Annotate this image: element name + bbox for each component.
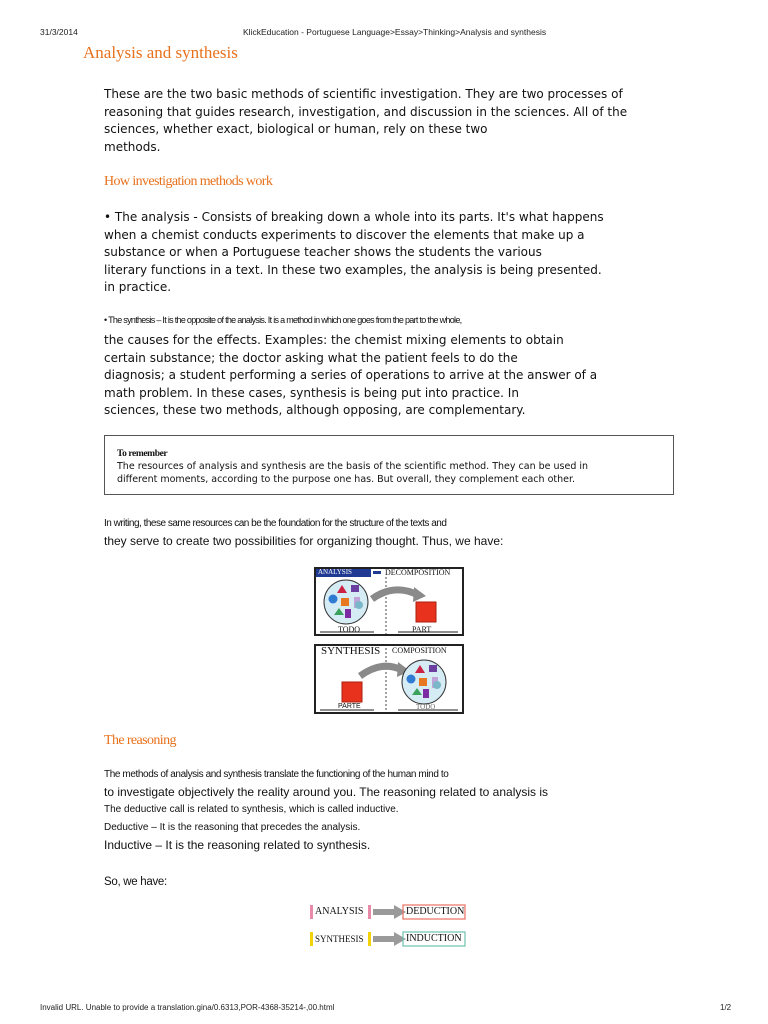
decomposition-label: DECOMPOSITION bbox=[385, 568, 451, 577]
part-label: PARTE bbox=[338, 703, 361, 710]
synthesis-line: certain substance; the doctor asking what the patient feels to do the bbox=[104, 350, 518, 365]
synthesis-lead: • The synthesis – It is the opposite of the analysis. It is a method in which one goes from the part to the whole, bbox=[104, 315, 462, 325]
arrow-icon bbox=[372, 590, 418, 599]
writing-line: In writing, these same resources can be the foundation for the structure of the texts and bbox=[104, 518, 447, 529]
label-connector bbox=[373, 571, 381, 574]
page-breadcrumb: KlickEducation - Portuguese Language>Essay>Thinking>Analysis and synthesis bbox=[243, 27, 547, 37]
intro-line: sciences, whether exact, biological or human, rely on these two bbox=[104, 122, 488, 136]
synthesis-paragraph bbox=[104, 332, 597, 420]
so-we-have: So, we have: bbox=[104, 876, 167, 888]
flow-synthesis: SYNTHESIS bbox=[315, 934, 364, 944]
synthesis-line: math problem. In these cases, synthesis is being put into practice. In bbox=[104, 385, 519, 400]
reasoning-line: The methods of analysis and synthesis translate the functioning of the human mind to bbox=[104, 769, 449, 780]
part-label: PART bbox=[412, 625, 432, 634]
footer-url: Invalid URL. Unable to provide a translation.gina/0.6313,POR-4368-35214-,00.html bbox=[40, 1003, 335, 1012]
analysis-line: substance or when a Portuguese teacher shows the students the various bbox=[104, 245, 542, 259]
part-square-icon bbox=[342, 682, 362, 702]
section-heading-reasoning: The reasoning bbox=[104, 733, 176, 748]
composition-label: COMPOSITION bbox=[392, 646, 447, 655]
synthesis-line: diagnosis; a student performing a series of operations to arrive at the answer of a bbox=[104, 368, 598, 382]
remember-line: different moments, according to the purpose one has. But overall, they complement each other. bbox=[117, 474, 576, 485]
analysis-line: when a chemist conducts experiments to discover the elements that make up a bbox=[104, 227, 585, 242]
page-title: Analysis and synthesis bbox=[83, 43, 238, 62]
synthesis-line: sciences, these two methods, although opposing, are complementary. bbox=[104, 403, 526, 417]
intro-line: These are the two basic methods of scientific investigation. They are two processes of bbox=[104, 87, 623, 101]
page-number: 1/2 bbox=[720, 1003, 732, 1012]
synthesis-figure bbox=[314, 644, 464, 714]
analysis-marker bbox=[310, 905, 313, 919]
remember-line: The resources of analysis and synthesis are the basis of the scientific method. They can be used in bbox=[117, 461, 589, 472]
reasoning-line: Inductive – It is the reasoning related to synthesis. bbox=[104, 838, 371, 852]
analysis-paragraph bbox=[104, 209, 604, 297]
flow-induction: INDUCTION bbox=[406, 933, 462, 944]
reasoning-flow bbox=[310, 904, 470, 952]
synthesis-marker bbox=[310, 932, 313, 946]
remember-box bbox=[104, 435, 674, 495]
section-heading-methods: How investigation methods work bbox=[104, 174, 273, 189]
whole-label: TODO bbox=[338, 625, 361, 634]
intro-line: methods. bbox=[104, 139, 161, 154]
analysis-label: ANALYSIS bbox=[318, 568, 352, 576]
intro-line: reasoning that guides research, investigation, and discussion in the sciences. All of the bbox=[104, 104, 628, 119]
reasoning-line: The deductive call is related to synthesis, which is called inductive. bbox=[104, 804, 399, 815]
print-date: 31/3/2014 bbox=[40, 27, 78, 37]
part-square-icon bbox=[416, 602, 436, 622]
analysis-figure bbox=[314, 567, 464, 636]
reasoning-line: to investigate objectively the reality around you. The reasoning related to analysis is bbox=[104, 785, 549, 799]
analysis-line: literary functions in a text. In these two examples, the analysis is being presented. bbox=[104, 262, 602, 277]
whole-label: TODO bbox=[416, 703, 436, 711]
reasoning-line: Deductive – It is the reasoning that precedes the analysis. bbox=[104, 822, 361, 833]
writing-line: they serve to create two possibilities for organizing thought. Thus, we have: bbox=[104, 534, 504, 548]
flow-analysis: ANALYSIS bbox=[315, 906, 364, 917]
analysis-line: in practice. bbox=[104, 280, 172, 294]
synthesis-label: SYNTHESIS bbox=[321, 645, 381, 657]
remember-title: To remember bbox=[117, 449, 168, 459]
intro-paragraph bbox=[104, 86, 627, 156]
flow-deduction: DEDUCTION bbox=[406, 906, 465, 917]
analysis-line: • The analysis - Consists of breaking down a whole into its parts. It's what happens bbox=[104, 210, 604, 224]
synthesis-line: the causes for the effects. Examples: the chemist mixing elements to obtain bbox=[104, 333, 564, 347]
arrow-icon bbox=[360, 666, 402, 676]
